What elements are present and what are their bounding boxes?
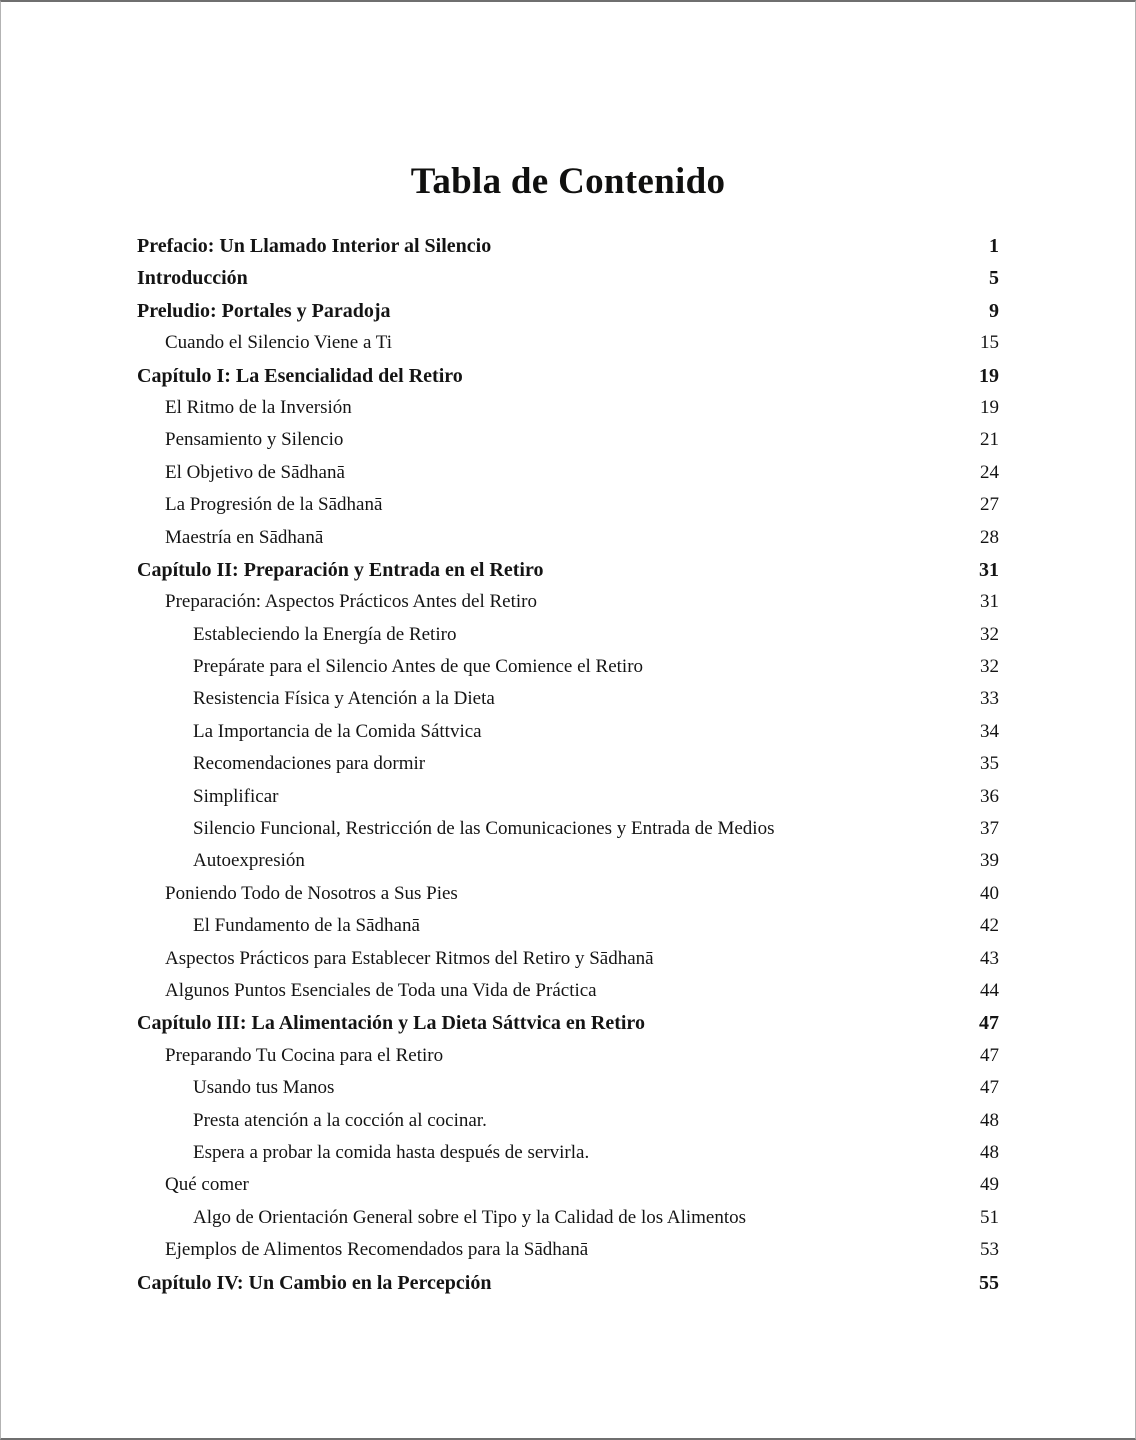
toc-entry — [137, 845, 999, 877]
toc-entry-label: Introducción — [137, 267, 248, 290]
toc-entry-label: Resistencia Física y Atención a la Dieta — [193, 688, 495, 710]
toc-entry — [137, 1202, 999, 1234]
toc-entry — [137, 230, 999, 262]
toc-entry-page-number: 1 — [989, 235, 999, 257]
toc-entry — [137, 262, 999, 294]
toc-entry-page-number: 36 — [980, 785, 999, 807]
toc-entry-label: Capítulo III: La Alimentación y La Dieta Sáttvica en Retiro — [137, 1012, 645, 1035]
toc-entry-page-number: 51 — [980, 1206, 999, 1228]
toc-entry-page-number: 35 — [980, 753, 999, 775]
toc-entry-page-number: 15 — [980, 332, 999, 354]
toc-entry-label: Prepárate para el Silencio Antes de que Comience el Retiro — [193, 656, 644, 678]
toc-entry-page-number: 28 — [980, 526, 999, 548]
toc-entry — [137, 295, 999, 327]
toc-entry — [137, 1267, 999, 1299]
toc-entry-page-number: 34 — [980, 720, 999, 742]
toc-entry-label: Prefacio: Un Llamado Interior al Silencio — [137, 235, 492, 257]
toc-entry-label: El Ritmo de la Inversión — [165, 396, 352, 418]
toc-entry-label: Algo de Orientación General sobre el Tipo y la Calidad de los Alimentos — [193, 1206, 747, 1228]
toc-entry — [137, 1072, 999, 1104]
toc-entry-label: La Progresión de la Sādhanā — [165, 494, 383, 516]
toc-entry — [137, 910, 999, 942]
toc-entry — [137, 327, 999, 359]
toc-entry-page-number: 49 — [980, 1174, 999, 1196]
toc-entry-label: Algunos Puntos Esenciales de Toda una Vida de Práctica — [165, 979, 597, 1001]
toc-entry — [137, 975, 999, 1007]
toc-entry-label: Simplificar — [193, 785, 279, 807]
toc-entry-page-number: 48 — [980, 1109, 999, 1131]
toc-entry — [137, 1105, 999, 1137]
toc-entry-label: Poniendo Todo de Nosotros a Sus Pies — [165, 882, 458, 904]
toc-entry — [137, 554, 999, 586]
toc-entry-label: Preparando Tu Cocina para el Retiro — [165, 1044, 444, 1066]
toc-entry — [137, 424, 999, 456]
toc-entry-label: Estableciendo la Energía de Retiro — [193, 623, 457, 645]
toc-entry-label: El Fundamento de la Sādhanā — [193, 915, 420, 937]
toc-entry — [137, 586, 999, 618]
toc-entry-page-number: 37 — [980, 818, 999, 840]
toc-entry — [137, 781, 999, 813]
toc-entry-page-number: 48 — [980, 1141, 999, 1163]
toc-entry — [137, 457, 999, 489]
toc-entry-page-number: 32 — [980, 656, 999, 678]
toc-entry-page-number: 53 — [980, 1239, 999, 1261]
toc-entry-label: Aspectos Prácticos para Establecer Ritmos del Retiro y Sādhanā — [165, 947, 654, 969]
toc-entry — [137, 1169, 999, 1201]
toc-entry — [137, 1040, 999, 1072]
toc-entry-label: Capítulo IV: Un Cambio en la Percepción — [137, 1271, 492, 1294]
toc-entry-label: Pensamiento y Silencio — [165, 429, 344, 451]
table-of-contents — [137, 230, 999, 1299]
toc-entry — [137, 1007, 999, 1039]
toc-entry-page-number: 31 — [979, 558, 999, 581]
toc-entry-label: Silencio Funcional, Restricción de las Comunicaciones y Entrada de Medios — [193, 818, 775, 840]
toc-entry-label: Preludio: Portales y Paradoja — [137, 299, 391, 322]
toc-entry — [137, 360, 999, 392]
toc-entry-page-number: 9 — [989, 299, 999, 322]
toc-entry-label: Presta atención a la cocción al cocinar. — [193, 1109, 487, 1131]
toc-entry-page-number: 42 — [980, 915, 999, 937]
toc-entry-label: Preparación: Aspectos Prácticos Antes del Retiro — [165, 591, 537, 613]
toc-entry-label: Recomendaciones para dormir — [193, 753, 426, 775]
toc-entry — [137, 1234, 999, 1266]
toc-entry-page-number: 40 — [980, 882, 999, 904]
toc-entry-page-number: 19 — [980, 396, 999, 418]
toc-entry-label: Cuando el Silencio Viene a Ti — [165, 332, 393, 354]
toc-entry-page-number: 21 — [980, 429, 999, 451]
toc-entry-page-number: 24 — [980, 461, 999, 483]
toc-entry-page-number: 33 — [980, 688, 999, 710]
toc-entry-label: Qué comer — [165, 1174, 249, 1196]
toc-entry — [137, 619, 999, 651]
toc-entry-label: Capítulo II: Preparación y Entrada en el Retiro — [137, 558, 544, 581]
toc-entry-label: La Importancia de la Comida Sáttvica — [193, 720, 482, 742]
toc-entry — [137, 813, 999, 845]
toc-entry-page-number: 55 — [979, 1271, 999, 1294]
toc-entry-page-number: 44 — [980, 979, 999, 1001]
toc-entry — [137, 1137, 999, 1169]
toc-entry — [137, 489, 999, 521]
toc-entry-label: Ejemplos de Alimentos Recomendados para la Sādhanā — [165, 1239, 589, 1261]
toc-entry-page-number: 47 — [979, 1012, 999, 1035]
toc-entry-label: Capítulo I: La Esencialidad del Retiro — [137, 364, 463, 387]
toc-entry-label: Maestría en Sādhanā — [165, 526, 324, 548]
toc-entry — [137, 748, 999, 780]
toc-entry-page-number: 47 — [980, 1077, 999, 1099]
toc-entry — [137, 651, 999, 683]
toc-entry-page-number: 31 — [980, 591, 999, 613]
toc-entry — [137, 878, 999, 910]
toc-entry-page-number: 47 — [980, 1044, 999, 1066]
toc-entry-page-number: 19 — [979, 364, 999, 387]
toc-entry-label: El Objetivo de Sādhanā — [165, 461, 345, 483]
toc-entry-page-number: 5 — [989, 267, 999, 290]
page-title: Tabla de Contenido — [410, 161, 726, 202]
toc-entry — [137, 943, 999, 975]
toc-entry — [137, 392, 999, 424]
toc-entry-page-number: 32 — [980, 623, 999, 645]
toc-entry-page-number: 43 — [980, 947, 999, 969]
toc-entry — [137, 716, 999, 748]
toc-entry-label: Espera a probar la comida hasta después de servirla. — [193, 1141, 590, 1163]
toc-entry-page-number: 39 — [980, 850, 999, 872]
toc-entry-label: Autoexpresión — [193, 850, 305, 872]
toc-entry — [137, 683, 999, 715]
toc-entry-label: Usando tus Manos — [193, 1077, 335, 1099]
toc-entry — [137, 522, 999, 554]
toc-entry-page-number: 27 — [980, 494, 999, 516]
